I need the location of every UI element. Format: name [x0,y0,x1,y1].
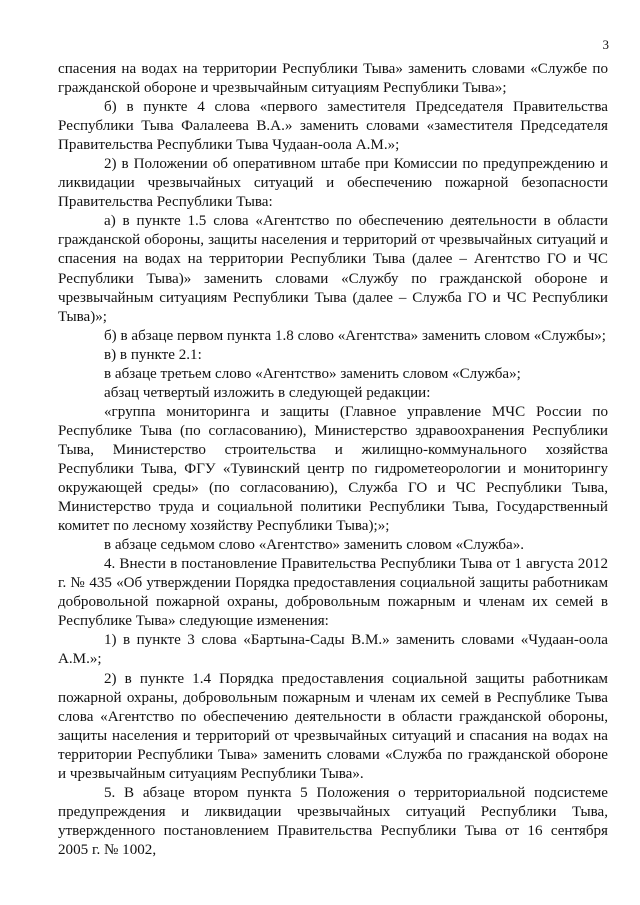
paragraph: в абзаце седьмом слово «Агентство» заменить словом «Служба». [104,537,525,554]
paragraph: «группа мониторинга и защиты (Главное управление МЧС России по Республике Тыва (по согласованию), Министерство здравоохранения Республики Тыва, Министерство строительства и жилищно-коммунального хозяйства Республики Тыва, ФГУ «Тувинский центр по гидрометеорологии и мониторингу окружающей среды» (по согласованию), Служба ГО и ЧС Республики Тыва, Министерство труда и социальной политики Республики Тыва, Государственный комитет по лесному хозяйству Республики Тыва);»; [58,403,608,535]
paragraph: б) в пункте 4 слова «первого заместителя Председателя Правительства Республики Тыва Фалалеева В.А.» заменить словами «заместителя Председателя Правительства Республики Тыва Чудаан-оола А.М.»; [58,99,608,154]
paragraph: 5. В абзаце втором пункта 5 Положения о территориальной подсистеме предупреждения и ликвидации чрезвычайных ситуаций Республики Тыва, утвержденного постановлением Правительства Республики Тыва от 16 сентября 2005 г. № 1002, [58,784,608,858]
paragraph: абзац четвертый изложить в следующей редакции: [104,384,431,401]
paragraph: в абзаце третьем слово «Агентство» заменить словом «Служба»; [104,365,521,382]
paragraph: 4. Внести в постановление Правительства Республики Тыва от 1 августа 2012 г. № 435 «Об утверждении Порядка предоставления социальной защиты работникам добровольной пожарной охраны, добровольным пожарным и членам их семей в Республике Тыва» следующие изменения: [58,556,608,630]
paragraph: а) в пункте 1.5 слова «Агентство по обеспечению деятельности в области гражданской обороны, защиты населения и территорий от чрезвычайных ситуаций и спасения на водах на территории Республики Тыва (далее – Агентство ГО и ЧС Республики Тыва)» заменить словами «Службу по гражданской обороне и чрезвычайным ситуациям Республики Тыва (далее – Служба ГО и ЧС Республики Тыва)»; [58,213,608,325]
paragraph: б) в абзаце первом пункта 1.8 слово «Агентства» заменить словом «Службы»; [104,327,606,344]
paragraph: спасения на водах на территории Республики Тыва» заменить словами «Службе по гражданской обороне и чрезвычайным ситуациям Республики Тыва»; [58,61,608,97]
paragraph: в) в пункте 2.1: [104,346,202,363]
page-number: 3 [602,37,609,52]
paragraph: 2) в Положении об оперативном штабе при Комиссии по предупреждению и ликвидации чрезвычайных ситуаций и обеспечению пожарной безопасности Правительства Республики Тыва: [58,156,608,211]
paragraph: 2) в пункте 1.4 Порядка предоставления социальной защиты работникам пожарной охраны, добровольным пожарным и членам их семей в Республике Тыва слова «Агентство по обеспечению деятельности в области гражданской обороны, защиты населения и территорий от чрезвычайных ситуаций и спасания на водах на территории Республики Тыва» заменить словами «Служба по гражданской обороне и чрезвычайным ситуациям Республики Тыва». [58,670,608,782]
document-body [58,60,608,860]
paragraph: 1) в пункте 3 слова «Бартына-Сады В.М.» заменить словами «Чудаан-оола А.М.»; [58,632,608,668]
